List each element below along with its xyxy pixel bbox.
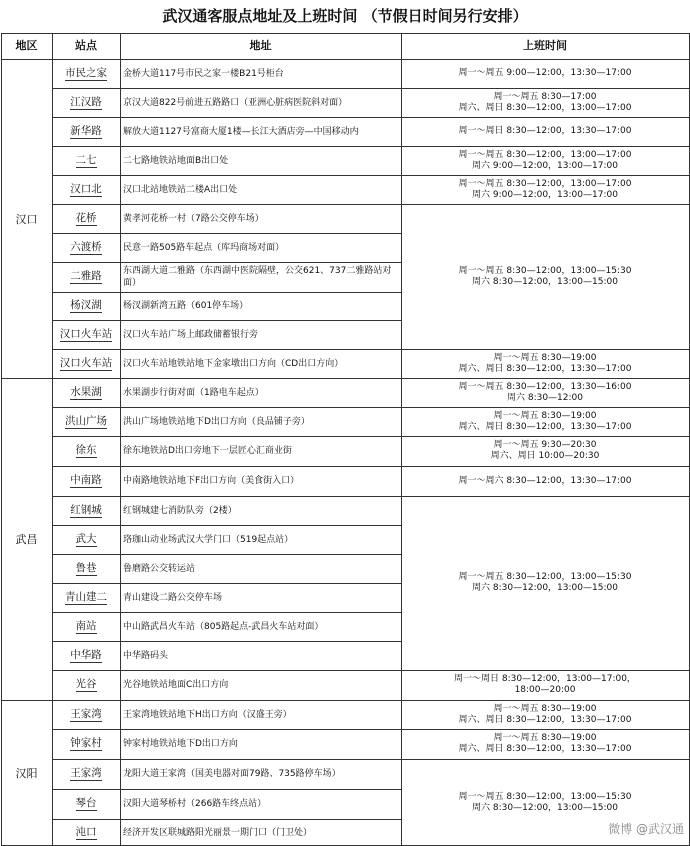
station-cell [52,612,120,641]
hours-line: 周一～周五 8:30—12:00，13:00—15:30 [458,791,632,802]
hours-line: 周六、周日 8:30—12:00，13:30—17:00 [458,421,632,432]
station-cell [52,59,120,88]
header-district: 地区 [15,39,38,52]
grid-line [52,670,402,671]
station-address: 洪山广场地铁站地下D出口方向（良品铺子旁） [123,416,310,427]
hours-cell [401,496,689,670]
station-name: 二雅路 [70,270,102,282]
grid-line [52,88,402,89]
station-name: 二七 [75,153,97,166]
grid-line [52,292,402,293]
grid-line [52,466,402,467]
grid-line [52,819,402,820]
station-cell [52,554,120,583]
station-name: 江汉路 [70,95,102,108]
grid-line [52,496,402,497]
station-cell [52,204,120,233]
hours-cell [401,146,689,175]
station-cell [52,262,120,292]
station-address: 汉口北站地铁站二楼A出口处 [123,184,238,195]
grid-line [1,33,690,34]
station-cell [52,700,120,729]
station-name: 六渡桥 [70,240,102,253]
station-name: 水果湖 [70,385,102,398]
grid-line [401,204,690,205]
hours-cell [401,407,689,436]
station-name: 市民之家 [65,66,107,79]
hours-line: 周一～周五 8:30—19:00 [493,352,597,363]
hours-cell [401,349,689,378]
hours-line: 周一～周五 8:30—12:00，13:00—17:00 [458,149,632,160]
station-name: 中南路 [70,474,102,486]
grid-line [401,33,402,846]
hours-cell [401,59,689,88]
hours-line: 周六、周日 8:30—12:00，13:30—17:00 [458,744,632,754]
grid-line [52,554,402,555]
station-address: 水果湖步行街对面（1路电车起点） [123,387,264,398]
page-title: 武汉通客服点地址及上班时间 （节假日时间另行安排） [162,7,528,25]
station-name: 光谷 [75,678,97,690]
hours-line: 周六 8:30—12:00 [506,392,583,403]
grid-line [52,641,402,642]
station-address: 二七路地铁站地面B出口处 [123,155,229,166]
grid-line [52,262,402,263]
station-name: 新华路 [70,124,102,137]
station-name: 青山建二 [65,590,107,603]
station-name: 钟家村 [70,737,102,749]
hours-line: 周一～周五 8:30—12:00，13:00—17:00 [458,178,632,189]
grid-line [120,33,121,846]
grid-line [52,175,402,176]
station-cell [52,641,120,670]
grid-line [401,670,690,671]
hours-cell [401,88,689,117]
station-address: 汉口火车站地铁站地下金家墩出口方向（CD出口方向） [123,358,344,369]
hours-line: 周一～周五 8:30—12:00，13:00—15:30 [458,572,632,582]
grid-line [1,59,690,60]
station-name: 南站 [75,619,97,632]
station-address: 解放大道1127号富商大厦1楼—长江大酒店旁—中国移动内 [123,126,359,137]
station-cell [52,320,120,349]
station-address: 光谷地铁站地面C出口方向 [123,680,229,690]
station-cell [52,378,120,407]
grid-line [52,117,402,118]
station-name: 花桥 [75,211,97,224]
grid-line [52,700,402,701]
grid-line [401,349,690,350]
grid-line [401,466,690,467]
grid-line [52,349,402,350]
hours-line: 周一～周日 8:30—12:00，13:30—17:00 [458,126,632,136]
station-cell [52,819,120,846]
station-address: 东西湖大道二雅路（东西湖中医院隔壁，公交621、737二雅路站对面） [123,266,392,288]
grid-line [52,33,53,846]
hours-line: 周六 8:30—12:00，13:00—15:00 [472,276,618,287]
district-hankou: 汉口 [15,212,38,226]
station-cell [52,292,120,320]
station-name: 杨汊湖 [70,299,102,311]
station-address: 中山路武昌火车站（805路起点-武昌火车站对面） [123,621,324,632]
station-name: 琴台 [75,797,97,809]
grid-line [401,175,690,176]
station-cell [52,789,120,819]
station-name: 王家湾 [70,707,102,720]
hours-line: 周六、周日 8:30—12:00，13:30—17:00 [458,363,632,374]
header-address: 地址 [249,39,272,52]
station-cell [52,525,120,554]
grid-line [401,496,690,497]
station-name: 汉口北 [70,182,102,195]
station-name: 汉口火车站 [59,327,113,340]
hours-cell [401,670,689,700]
station-cell [52,88,120,117]
station-cell [52,583,120,612]
hours-line: 周一～周五 8:30—19:00 [493,410,597,421]
hours-cell [401,436,689,466]
station-address: 中华路码头 [123,650,169,661]
hours-cell [401,729,689,759]
station-cell [52,349,120,378]
station-cell [52,496,120,525]
station-address: 鲁磨路公交转运站 [123,563,196,574]
grid-line [401,759,690,760]
station-address: 中南路地铁站地下F出口方向（美食街入口） [123,476,300,486]
station-cell [52,466,120,496]
station-address: 青山建设二路公交停车场 [123,592,223,603]
station-cell [52,117,120,146]
grid-line [1,378,53,379]
hours-cell [401,700,689,729]
hours-line: 周六、周日 8:30—12:00，13:30—17:00 [458,714,632,725]
grid-line [401,88,690,89]
station-name: 武大 [75,532,97,545]
hours-line: 周一～周五 9:30—20:30 [493,440,597,450]
hours-cell [401,117,689,146]
grid-line [401,729,690,730]
hours-line: 周六、周日 10:00—20:30 [490,451,600,461]
station-cell [52,729,120,759]
hours-line: 周一～周日 8:30—12:00，13:00—17:00， [454,674,636,684]
hours-line: 周一～周五 8:30—19:00 [493,703,597,714]
station-address: 汉口火车站广场上邮政储蓄银行旁 [123,329,259,340]
station-address: 汉阳大道琴桥村（266路车终点站） [123,799,267,809]
station-name: 洪山广场 [65,414,107,427]
grid-line [52,233,402,234]
header-station: 站点 [75,39,97,52]
station-cell [52,670,120,700]
hours-line: 周六 8:30—12:00，13:00—15:00 [472,583,618,593]
station-address: 龙阳大道王家湾（国美电器对面79路、735路停车场） [123,769,341,779]
hours-line: 周六 9:00—12:00，13:00—17:00 [472,189,618,200]
hours-cell [401,466,689,496]
hours-line: 周一～周五 8:30—17:00 [493,91,597,102]
grid-line [52,612,402,613]
station-name: 红钢城 [70,503,102,516]
grid-line [401,407,690,408]
grid-line [52,583,402,584]
station-address: 钟家村地铁站地下D出口方向 [123,739,238,749]
weibo-watermark: 微博 @武汉通 [608,822,684,836]
hours-line: 周六 9:00—12:00，13:00—17:00 [472,160,618,171]
hours-line: 周六、周日 8:30—12:00，13:00—17:00 [458,102,632,113]
station-cell [52,436,120,466]
hours-line: 周一～周五 8:30—12:00，13:00—15:30 [458,265,632,276]
grid-line [401,117,690,118]
district-wuchang: 武昌 [15,533,38,546]
station-cell [52,233,120,262]
hours-line: 周一～周六 8:30—12:00，13:30—17:00 [458,475,632,486]
grid-line [401,146,690,147]
hours-line: 周一～周五 8:30—12:00，13:30—16:00 [458,381,632,392]
hours-cell [401,175,689,204]
grid-line [1,700,53,701]
station-address: 王家湾地铁站地下H出口方向（汉盛王旁） [123,709,292,720]
station-name: 徐东 [75,444,97,456]
station-cell [52,146,120,175]
grid-line [1,33,2,846]
station-address: 红钢城建七消防队旁（2楼） [123,505,237,516]
station-address: 经济开发区联城路阳光丽景一期门口（门卫处） [123,827,313,838]
grid-line [52,525,402,526]
header-hours: 上班时间 [523,39,567,52]
grid-line [52,378,402,379]
hours-cell [401,204,689,349]
hours-line: 周六 8:30—12:00，13:00—15:00 [472,802,618,813]
hours-line: 18:00—20:00 [514,685,576,695]
station-name: 鲁巷 [75,561,97,574]
grid-line [52,146,402,147]
station-address: 杨汊湖新湾五路（601停车场） [123,301,249,311]
station-address: 金桥大道117号市民之家一楼B21号柜台 [123,68,284,79]
station-address: 民意一路505路车起点（库玛商场对面） [123,242,285,253]
station-name: 沌口 [75,825,97,838]
station-cell [52,759,120,789]
station-name: 汉口火车站 [59,356,113,369]
grid-line [52,789,402,790]
hours-cell [401,378,689,407]
grid-line [52,204,402,205]
station-address: 珞珈山动业场武汉大学门口（519起点站） [123,534,294,545]
station-name: 王家湾 [70,767,102,779]
station-address: 黄孝河花桥一村（7路公交停车场） [123,213,264,224]
hours-line: 周一～周五 8:30—19:00 [493,733,597,743]
grid-line [52,759,402,760]
grid-line [52,407,402,408]
hours-line: 周一～周五 9:00—12:00，13:30—17:00 [458,68,632,78]
grid-line [52,320,402,321]
station-cell [52,407,120,436]
station-address: 京汉大道822号前进五路路口（亚洲心脏病医院斜对面） [123,97,348,108]
grid-line [52,436,402,437]
district-hanyang: 汉阳 [15,767,38,780]
grid-line [401,378,690,379]
grid-line [401,436,690,437]
grid-line [52,729,402,730]
station-address: 徐东地铁站D出口旁地下一层匠心汇商业街 [123,446,292,456]
station-name: 中华路 [70,648,102,661]
grid-line [401,700,690,701]
station-cell [52,175,120,204]
